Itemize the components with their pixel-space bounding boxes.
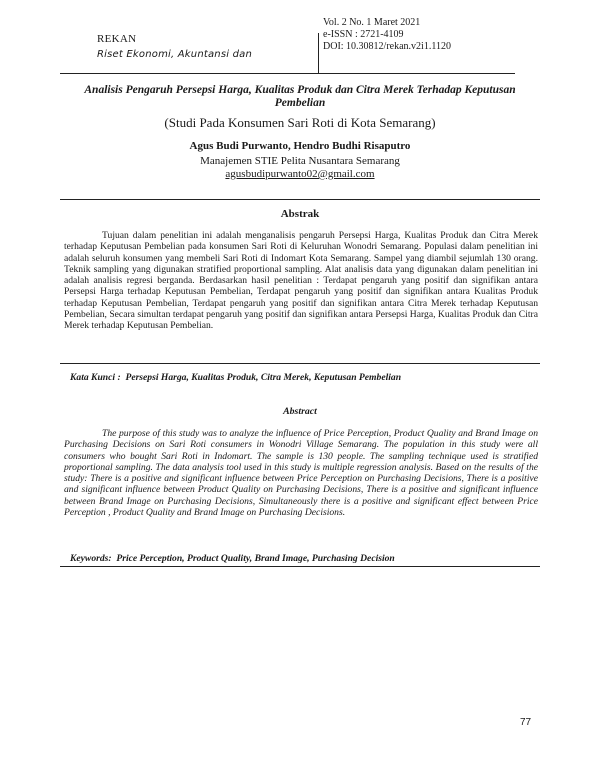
journal-identity xyxy=(97,33,252,60)
abstract-heading: Abstract xyxy=(283,406,317,417)
header-rule xyxy=(60,73,515,74)
header-divider xyxy=(318,33,319,73)
volume-info: Vol. 2 No. 1 Maret 2021 xyxy=(323,17,421,28)
page-number: 77 xyxy=(520,717,532,728)
abstrak-body: Tujuan dalam penelitian ini adalah menganalisis pengaruh Persepsi Harga, Kualitas Produk dan Citra Merek terhadap Keputusan Pembelian pada konsumen Sari Roti di Keluruhan Wonodri Semarang. Populasi dalam penelitian ini adalah seluruh konsumen yang membeli Sari Roti di Indomart Kota Semarang. Sampel yang diambil sejumlah 130 orang. Teknik sampling yang digunakan stratified proportional sampling. Alat analisis data yang digunakan dalam penelitian ini adalah analisis regresi berganda. Berdasarkan hasil penelitian : Terdapat pengaruh yang positif dan signifikan antara Persepsi Harga terhadap Keputusan Pembelian, Terdapat pengaruh yang positif dan signifikan antara Kualitas Produk terhadap Keputusan Pembelian, Terdapat pengaruh yang positif dan signifikan antara Citra Merek terhadap Keputusan Pembelian, Secara simultan terdapat pengaruh yang positif dan signifikan antara Persepsi Harga, Kualitas Produk dan Citra Merek terhadap Keputusan Pembelian. xyxy=(64,230,538,332)
paper-authors: Agus Budi Purwanto, Hendro Budhi Risaputro xyxy=(189,140,411,152)
kata-kunci-label: Kata Kunci : xyxy=(70,372,121,383)
keywords-values: Price Perception, Product Quality, Brand Image, Purchasing Decision xyxy=(116,553,395,564)
keywords-label: Keywords: xyxy=(70,553,112,564)
journal-subtitle: Riset Ekonomi, Akuntansi dan xyxy=(97,49,253,60)
kata-kunci xyxy=(70,372,401,383)
abstrak-top-rule xyxy=(60,199,540,200)
author-email-link[interactable]: agusbudipurwanto02@gmail.com xyxy=(225,168,375,180)
keywords xyxy=(70,553,395,564)
kata-kunci-values: Persepsi Harga, Kualitas Produk, Citra Merek, Keputusan Pembelian xyxy=(125,372,402,383)
journal-metadata xyxy=(323,17,451,53)
abstract-bottom-rule xyxy=(60,566,540,567)
abstrak-heading: Abstrak xyxy=(280,208,320,220)
author-affiliation: Manajemen STIE Pelita Nusantara Semarang xyxy=(200,155,400,167)
abstrak-bottom-rule xyxy=(60,363,540,364)
issn-info: e-ISSN : 2721-4109 xyxy=(323,29,404,40)
paper-title: Analisis Pengaruh Persepsi Harga, Kualitas Produk dan Citra Merek Terhadap Keputusan Pembelian xyxy=(84,84,516,109)
doi-info: DOI: 10.30812/rekan.v2i1.1120 xyxy=(323,41,451,52)
journal-name: REKAN xyxy=(97,33,137,45)
abstract-body: The purpose of this study was to analyze the influence of Price Perception, Product Quality and Brand Image on Purchasing Decisions on Sari Roti consumers in Wonodri Village Semarang. The population in this study were all consumers who bought Sari Roti in Indomart. The sample is 130 people. The sampling technique used is stratified proportional sampling. The data analysis tool used in this study is multiple regression analysis. Based on the results of the study: There is a positive and significant influence between Price Perception on Purchasing Decisions, There is a positive and significant influence between Product Quality on Purchasing Decisions, There is a positive and significant influence between Brand Image on Purchasing Decisions, Simultaneously there is a positive and significant effect between Price Perception , Product Quality and Brand Image on Purchasing Decisions. xyxy=(64,428,538,519)
paper-subtitle: (Studi Pada Konsumen Sari Roti di Kota Semarang) xyxy=(164,115,436,130)
